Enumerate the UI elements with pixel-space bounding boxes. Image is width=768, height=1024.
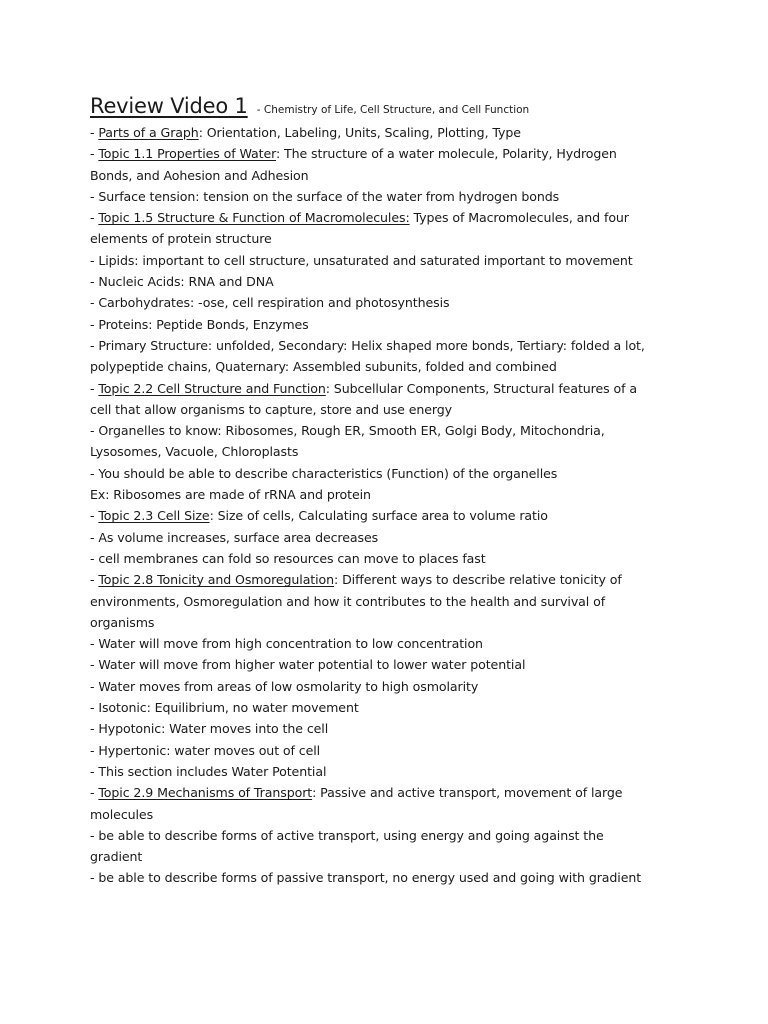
text-line (90, 505, 690, 526)
line-text: - Primary Structure: unfolded, Secondary: Helix shaped more bonds, Tertiary: folded a lot, (90, 337, 645, 353)
text-line (90, 633, 690, 654)
text-line (90, 654, 690, 675)
text-line (90, 761, 690, 782)
line-text: - Isotonic: Equilibrium, no water movement (90, 700, 359, 716)
text-line (90, 484, 690, 505)
line-text: - Proteins: Peptide Bonds, Enzymes (90, 316, 309, 332)
line-text: - (90, 785, 99, 801)
line-text: - (90, 210, 99, 226)
topic-heading: Topic 2.2 Cell Structure and Function (98, 380, 326, 396)
topic-heading: Topic 1.5 Structure & Function of Macromolecules: (98, 210, 410, 226)
line-text: - Water moves from areas of low osmolarity to high osmolarity (90, 678, 479, 694)
line-text: - Lipids: important to cell structure, unsaturated and saturated important to movement (90, 252, 633, 268)
text-line (90, 165, 690, 186)
text-line (90, 441, 690, 462)
line-text: - You should be able to describe characteristics (Function) of the organelles (90, 465, 558, 481)
line-text: : The structure of a water molecule, Polarity, Hydrogen (275, 146, 617, 162)
text-line (90, 143, 690, 164)
text-line (90, 697, 690, 718)
line-text: elements of protein structure (90, 231, 272, 247)
line-text: - Carbohydrates: -ose, cell respiration and photosynthesis (90, 295, 450, 311)
line-text: - Nucleic Acids: RNA and DNA (90, 274, 274, 290)
text-line (90, 207, 690, 228)
text-line (90, 548, 690, 569)
document-body (90, 122, 690, 889)
line-text: - be able to describe forms of passive transport, no energy used and going with gradient (90, 870, 642, 886)
document-subtitle: - Chemistry of Life, Cell Structure, and Cell Function (256, 104, 530, 116)
line-text: - Surface tension: tension on the surface of the water from hydrogen bonds (90, 188, 560, 204)
text-line (90, 846, 690, 867)
text-line (90, 314, 690, 335)
text-line (90, 591, 690, 612)
line-text: - Water will move from higher water potential to lower water potential (90, 657, 526, 673)
line-text: - (90, 572, 99, 588)
line-text: - Organelles to know: Ribosomes, Rough ER, Smooth ER, Golgi Body, Mitochondria, (90, 423, 605, 439)
line-text: Types of Macromolecules, and four (409, 210, 629, 226)
text-line (90, 463, 690, 484)
text-line (90, 740, 690, 761)
text-line (90, 867, 690, 888)
text-line (90, 527, 690, 548)
document-title: Review Video 1 (90, 94, 248, 118)
line-text: - be able to describe forms of active transport, using energy and going against the (90, 827, 604, 843)
line-text: organisms (90, 614, 155, 630)
topic-heading: Topic 2.3 Cell Size (98, 508, 210, 524)
text-line (90, 122, 690, 143)
line-text: - Hypertonic: water moves out of cell (90, 742, 321, 758)
text-line (90, 335, 690, 356)
text-line (90, 228, 690, 249)
topic-heading: Topic 2.9 Mechanisms of Transport (98, 785, 313, 801)
text-line (90, 186, 690, 207)
line-text: - (90, 146, 99, 162)
line-text: - cell membranes can fold so resources can move to places fast (90, 550, 486, 566)
line-text: - (90, 508, 99, 524)
line-text: Ex: Ribosomes are made of rRNA and protein (90, 487, 371, 503)
text-line (90, 378, 690, 399)
text-line (90, 825, 690, 846)
line-text: - This section includes Water Potential (90, 763, 327, 779)
text-line (90, 399, 690, 420)
text-line (90, 804, 690, 825)
text-line (90, 718, 690, 739)
line-text: molecules (90, 806, 154, 822)
document-header (90, 94, 690, 122)
line-text: - (90, 125, 99, 140)
text-line (90, 612, 690, 633)
topic-heading: Topic 1.1 Properties of Water (98, 146, 276, 162)
text-line (90, 292, 690, 313)
line-text: Lysosomes, Vacuole, Chloroplasts (90, 444, 299, 460)
line-text: Bonds, and Aohesion and Adhesion (90, 167, 309, 183)
text-line (90, 250, 690, 271)
line-text: : Passive and active transport, movement of large (312, 785, 623, 801)
line-text: - (90, 380, 99, 396)
line-text: - Hypotonic: Water moves into the cell (90, 721, 329, 737)
text-line (90, 420, 690, 441)
line-text: : Different ways to describe relative tonicity of (334, 572, 622, 588)
text-line (90, 356, 690, 377)
topic-heading: Parts of a Graph (98, 125, 199, 140)
line-text: - As volume increases, surface area decreases (90, 529, 379, 545)
text-line (90, 782, 690, 803)
line-text: gradient (90, 849, 143, 865)
line-text: : Size of cells, Calculating surface area to volume ratio (209, 508, 548, 524)
line-text: environments, Osmoregulation and how it contributes to the health and survival of (90, 593, 606, 609)
line-text: cell that allow organisms to capture, store and use energy (90, 401, 453, 417)
line-text: polypeptide chains, Quaternary: Assembled subunits, folded and combined (90, 359, 557, 375)
document-page (90, 94, 690, 889)
line-text: : Orientation, Labeling, Units, Scaling, Plotting, Type (198, 125, 521, 140)
line-text: - Water will move from high concentration to low concentration (90, 636, 483, 652)
text-line (90, 569, 690, 590)
text-line (90, 271, 690, 292)
text-line (90, 676, 690, 697)
topic-heading: Topic 2.8 Tonicity and Osmoregulation (98, 572, 335, 588)
line-text: : Subcellular Components, Structural features of a (325, 380, 637, 396)
